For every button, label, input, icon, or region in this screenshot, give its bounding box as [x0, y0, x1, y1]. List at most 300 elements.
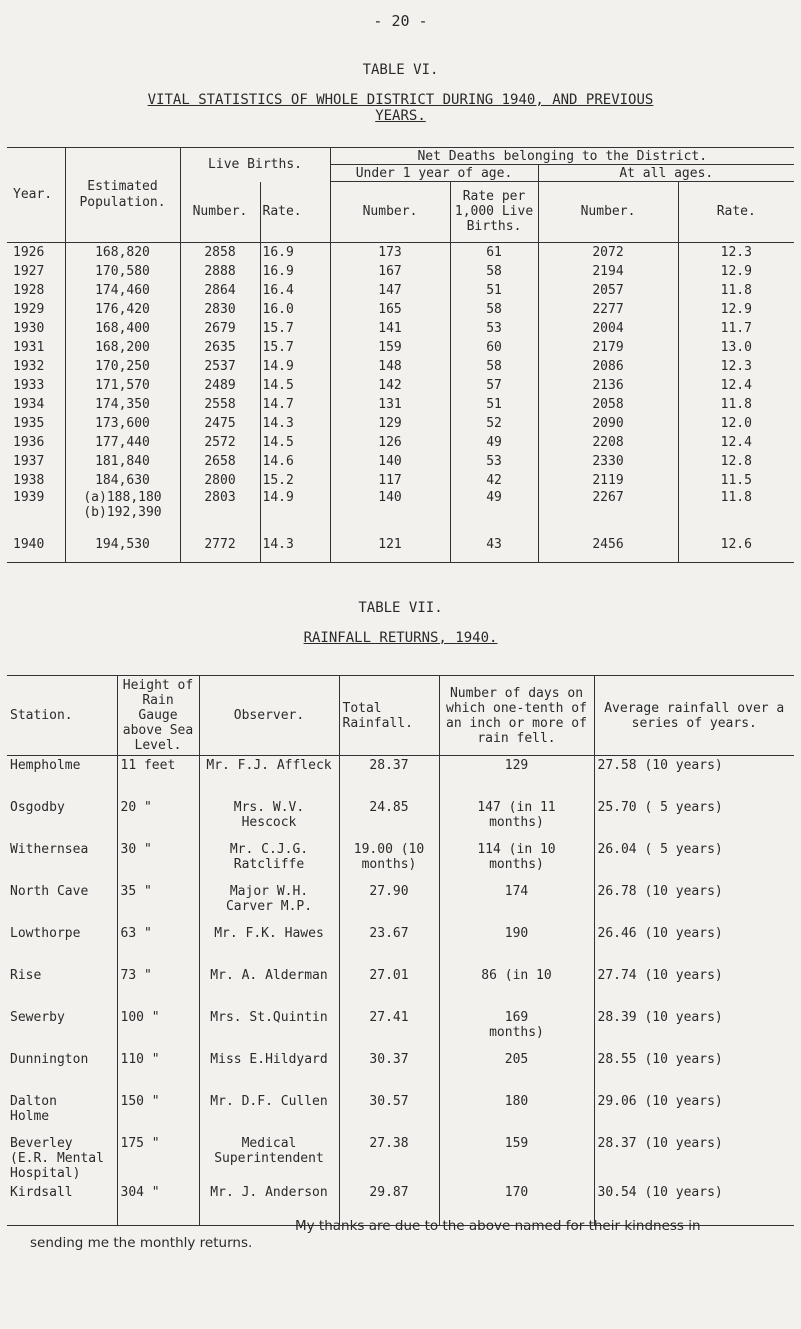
all-number-cell: 2072 — [538, 242, 678, 262]
average-cell-line: 28.55 (10 years) — [597, 1052, 723, 1067]
year-cell: 1932 — [7, 357, 65, 376]
total-cell-line: 27.01 — [369, 968, 409, 983]
table-row — [7, 433, 794, 452]
height-cell-line: 11 feet — [120, 758, 176, 773]
total-cell-line: 19.00 (10 — [353, 842, 425, 857]
observer-cell-line: Superintendent — [214, 1151, 324, 1166]
observer-cell — [199, 798, 339, 840]
station-cell-line: Kirdsall — [10, 1185, 73, 1200]
average-cell-line: 27.58 (10 years) — [597, 758, 723, 773]
all-number-cell: 2277 — [538, 300, 678, 319]
all-number-cell: 2330 — [538, 452, 678, 471]
year-cell: 1927 — [7, 262, 65, 281]
total-cell-line: 27.41 — [369, 1010, 409, 1025]
all-rate-cell: 12.4 — [720, 434, 752, 450]
population-cell: 184,630 — [65, 471, 180, 490]
births-number-cell: 2475 — [180, 414, 260, 433]
col-population: Estimated Population. — [65, 148, 180, 243]
all-rate-cell: 11.8 — [720, 489, 752, 505]
population-cell — [65, 490, 180, 528]
observer-cell-line: Mr. A. Alderman — [210, 968, 328, 983]
population-cell: 171,570 — [65, 376, 180, 395]
under1-rate-cell: 53 — [450, 319, 538, 338]
average-cell-line: 26.78 (10 years) — [597, 884, 723, 899]
total-cell-line: 27.90 — [369, 884, 409, 899]
births-rate-cell: 14.5 — [260, 433, 330, 452]
under1-rate-cell: 49 — [450, 490, 538, 528]
average-cell — [594, 798, 794, 840]
observer-cell-line: Mrs. W.V. — [233, 800, 305, 815]
vital-statistics-table — [7, 147, 794, 563]
height-cell — [117, 756, 199, 799]
height-cell — [117, 882, 199, 924]
col-births-rate: Rate. — [260, 182, 330, 243]
station-cell-line: (E.R. Mental — [10, 1151, 104, 1166]
col-all-rate: Rate. — [678, 182, 794, 243]
table-row — [7, 414, 794, 433]
year-cell: 1931 — [7, 338, 65, 357]
observer-cell-line: Miss E.Hildyard — [210, 1052, 328, 1067]
table-row — [7, 395, 794, 414]
height-cell-line: 110 " — [120, 1052, 160, 1067]
acknowledgement — [30, 1218, 770, 1252]
population-cell: 168,400 — [65, 319, 180, 338]
station-cell — [7, 840, 117, 882]
population-cell: 194,530 — [65, 528, 180, 563]
height-cell-line: 73 " — [120, 968, 152, 983]
average-cell-line: 26.04 ( 5 years) — [597, 842, 723, 857]
average-cell-line: 26.46 (10 years) — [597, 926, 723, 941]
station-cell — [7, 966, 117, 1008]
average-cell — [594, 966, 794, 1008]
rainfall-table — [7, 675, 794, 1226]
births-number-cell: 2858 — [180, 242, 260, 262]
observer-cell-line: Mr. J. Anderson — [210, 1185, 328, 1200]
population-cell: 174,460 — [65, 281, 180, 300]
table6-heading-line1: VITAL STATISTICS OF WHOLE DISTRICT DURING 1940, AND PREVIOUS — [147, 92, 654, 108]
days-cell-line: 190 — [504, 926, 529, 941]
all-rate-cell: 11.5 — [720, 472, 752, 488]
observer-cell-line: Mrs. St.Quintin — [210, 1010, 328, 1025]
population-line: (b)192,390 — [83, 504, 162, 520]
station-cell-line: Hempholme — [10, 758, 81, 773]
observer-cell — [199, 966, 339, 1008]
days-cell — [439, 924, 594, 966]
births-number-cell: 2679 — [180, 319, 260, 338]
days-cell — [439, 1050, 594, 1092]
under1-number-cell: 167 — [330, 262, 450, 281]
total-cell — [339, 1134, 439, 1183]
table7-subtitle: RAINFALL RETURNS, 1940. — [303, 630, 498, 646]
average-cell-line: 28.39 (10 years) — [597, 1010, 723, 1025]
under1-number-cell: 142 — [330, 376, 450, 395]
days-cell — [439, 1134, 594, 1183]
thanks-line1: My thanks are due to the above named for their kindness in — [295, 1218, 701, 1234]
births-number-cell: 2537 — [180, 357, 260, 376]
under1-number-cell: 147 — [330, 281, 450, 300]
total-cell-line: 23.67 — [369, 926, 409, 941]
days-cell — [439, 966, 594, 1008]
col-live-births: Live Births. — [180, 148, 330, 182]
population-cell: 173,600 — [65, 414, 180, 433]
observer-cell-line: Major W.H. — [229, 884, 309, 899]
all-rate-cell: 11.8 — [720, 396, 752, 412]
table-row — [7, 281, 794, 300]
all-rate-cell: 12.3 — [720, 358, 752, 374]
average-cell-line: 30.54 (10 years) — [597, 1185, 723, 1200]
col-under1-rate: Rate per 1,000 Live Births. — [450, 182, 538, 243]
under1-number-cell: 121 — [330, 528, 450, 563]
observer-cell-line: Mr. F.K. Hawes — [214, 926, 324, 941]
days-cell — [439, 756, 594, 799]
table6-title: TABLE VI. — [362, 62, 439, 78]
births-number-cell: 2489 — [180, 376, 260, 395]
col-under1-number: Number. — [330, 182, 450, 243]
station-cell-line: Holme — [10, 1109, 50, 1124]
observer-cell-line: Hescock — [241, 815, 297, 830]
observer-cell-line: Mr. D.F. Cullen — [210, 1094, 328, 1109]
table-row — [7, 338, 794, 357]
table-row — [7, 357, 794, 376]
under1-number-cell: 173 — [330, 242, 450, 262]
all-number-cell: 2086 — [538, 357, 678, 376]
col-station: Station. — [7, 676, 117, 756]
births-number-cell: 2658 — [180, 452, 260, 471]
days-cell — [439, 882, 594, 924]
table-row — [7, 1050, 794, 1092]
under1-number-cell: 140 — [330, 452, 450, 471]
births-number-cell: 2864 — [180, 281, 260, 300]
under1-rate-cell: 51 — [450, 281, 538, 300]
year-cell: 1936 — [7, 433, 65, 452]
col-all-ages: At all ages. — [538, 165, 794, 182]
population-cell: 168,820 — [65, 242, 180, 262]
observer-cell-line: Mr. C.J.G. — [229, 842, 309, 857]
total-cell — [339, 882, 439, 924]
average-cell-line: 29.06 (10 years) — [597, 1094, 723, 1109]
height-cell — [117, 798, 199, 840]
station-cell — [7, 1008, 117, 1050]
col-net-deaths: Net Deaths belonging to the District. — [330, 148, 794, 165]
all-number-cell: 2179 — [538, 338, 678, 357]
height-cell — [117, 840, 199, 882]
height-cell-line: 100 " — [120, 1010, 160, 1025]
all-rate-cell: 12.9 — [720, 301, 752, 317]
year-cell: 1940 — [7, 528, 65, 563]
table-row — [7, 471, 794, 490]
births-rate-cell: 14.6 — [260, 452, 330, 471]
station-cell-line: Sewerby — [10, 1010, 65, 1025]
observer-cell — [199, 1134, 339, 1183]
table-row — [7, 882, 794, 924]
observer-cell — [199, 1008, 339, 1050]
all-number-cell: 2119 — [538, 471, 678, 490]
all-rate-cell: 11.7 — [720, 320, 752, 336]
observer-cell-line: Ratcliffe — [233, 857, 305, 872]
days-cell-line: 86 (in 10 — [481, 968, 552, 983]
births-rate-cell: 14.3 — [260, 414, 330, 433]
births-number-cell: 2558 — [180, 395, 260, 414]
col-births-number: Number. — [180, 182, 260, 243]
under1-rate-cell: 60 — [450, 338, 538, 357]
station-cell — [7, 1092, 117, 1134]
births-number-cell: 2803 — [180, 490, 260, 528]
thanks-line2: sending me the monthly returns. — [30, 1235, 253, 1251]
days-cell-line: months) — [489, 1025, 544, 1040]
observer-cell — [199, 756, 339, 799]
days-cell — [439, 798, 594, 840]
observer-cell — [199, 1050, 339, 1092]
births-rate-cell: 16.0 — [260, 300, 330, 319]
births-number-cell: 2635 — [180, 338, 260, 357]
days-cell-line: 114 (in 10 — [477, 842, 556, 857]
under1-rate-cell: 52 — [450, 414, 538, 433]
total-cell-line: 29.87 — [369, 1185, 409, 1200]
station-cell-line: Hospital) — [10, 1166, 81, 1181]
total-cell — [339, 1092, 439, 1134]
height-cell-line: 304 " — [120, 1185, 160, 1200]
average-cell-line: 25.70 ( 5 years) — [597, 800, 723, 815]
total-cell — [339, 756, 439, 799]
year-cell: 1934 — [7, 395, 65, 414]
station-cell-line: Withernsea — [10, 842, 89, 857]
births-rate-cell: 16.9 — [260, 242, 330, 262]
all-number-cell: 2058 — [538, 395, 678, 414]
all-rate-cell: 11.8 — [720, 282, 752, 298]
average-cell — [594, 1008, 794, 1050]
under1-number-cell: 129 — [330, 414, 450, 433]
station-cell-line: Dunnington — [10, 1052, 89, 1067]
under1-number-cell: 148 — [330, 357, 450, 376]
observer-cell-line: Medical — [241, 1136, 297, 1151]
average-cell — [594, 1092, 794, 1134]
under1-rate-cell: 57 — [450, 376, 538, 395]
days-cell-line: 129 — [504, 758, 529, 773]
total-cell — [339, 924, 439, 966]
births-number-cell: 2772 — [180, 528, 260, 563]
population-cell: 174,350 — [65, 395, 180, 414]
total-cell-line: 24.85 — [369, 800, 409, 815]
days-cell — [439, 1008, 594, 1050]
population-cell: 181,840 — [65, 452, 180, 471]
births-rate-cell: 16.4 — [260, 281, 330, 300]
table-row — [7, 1134, 794, 1183]
under1-rate-cell: 42 — [450, 471, 538, 490]
year-cell: 1929 — [7, 300, 65, 319]
all-rate-cell: 12.4 — [720, 377, 752, 393]
observer-cell — [199, 840, 339, 882]
year-cell: 1937 — [7, 452, 65, 471]
table-row — [7, 528, 794, 563]
table-row — [7, 1008, 794, 1050]
all-number-cell: 2267 — [538, 490, 678, 528]
births-rate-cell: 15.7 — [260, 319, 330, 338]
days-cell-line: months) — [489, 815, 544, 830]
days-cell — [439, 1092, 594, 1134]
table-row — [7, 966, 794, 1008]
table-row — [7, 798, 794, 840]
observer-cell — [199, 882, 339, 924]
table-row — [7, 1092, 794, 1134]
col-days: Number of days on which one-tenth of an inch or more of rain fell. — [439, 676, 594, 756]
average-cell-line: 28.37 (10 years) — [597, 1136, 723, 1151]
height-cell-line: 35 " — [120, 884, 152, 899]
all-rate-cell: 12.0 — [720, 415, 752, 431]
all-number-cell: 2456 — [538, 528, 678, 563]
total-cell-line: 28.37 — [369, 758, 409, 773]
births-rate-cell: 14.5 — [260, 376, 330, 395]
year-cell: 1938 — [7, 471, 65, 490]
total-cell — [339, 1008, 439, 1050]
year-cell: 1939 — [7, 490, 65, 528]
population-line: (a)188,180 — [83, 489, 162, 505]
table6-heading-line2: YEARS. — [375, 108, 426, 124]
births-rate-cell: 14.9 — [260, 357, 330, 376]
days-cell-line: 205 — [504, 1052, 529, 1067]
total-cell-line: 27.38 — [369, 1136, 409, 1151]
population-cell: 170,250 — [65, 357, 180, 376]
average-cell-line: 27.74 (10 years) — [597, 968, 723, 983]
average-cell — [594, 840, 794, 882]
station-cell — [7, 798, 117, 840]
under1-rate-cell: 58 — [450, 262, 538, 281]
col-under-one: Under 1 year of age. — [330, 165, 538, 182]
height-cell — [117, 1134, 199, 1183]
under1-number-cell: 140 — [330, 490, 450, 528]
table-row — [7, 490, 794, 528]
height-cell-line: 30 " — [120, 842, 152, 857]
station-cell-line: Beverley — [10, 1136, 73, 1151]
height-cell — [117, 924, 199, 966]
births-number-cell: 2830 — [180, 300, 260, 319]
under1-rate-cell: 51 — [450, 395, 538, 414]
under1-rate-cell: 61 — [450, 242, 538, 262]
average-cell — [594, 882, 794, 924]
height-cell-line: 63 " — [120, 926, 152, 941]
observer-cell — [199, 924, 339, 966]
col-total: Total Rainfall. — [339, 676, 439, 756]
station-cell-line: Rise — [10, 968, 42, 983]
population-cell: 168,200 — [65, 338, 180, 357]
births-number-cell: 2800 — [180, 471, 260, 490]
year-cell: 1930 — [7, 319, 65, 338]
total-cell-line: months) — [361, 857, 417, 872]
births-rate-cell: 16.9 — [260, 262, 330, 281]
station-cell-line: North Cave — [10, 884, 89, 899]
observer-cell-line: Carver M.P. — [225, 899, 313, 914]
all-number-cell: 2057 — [538, 281, 678, 300]
total-cell-line: 30.37 — [369, 1052, 409, 1067]
under1-rate-cell: 58 — [450, 300, 538, 319]
under1-rate-cell: 58 — [450, 357, 538, 376]
under1-rate-cell: 49 — [450, 433, 538, 452]
table-row — [7, 300, 794, 319]
table-row — [7, 756, 794, 799]
average-cell — [594, 924, 794, 966]
births-rate-cell: 14.7 — [260, 395, 330, 414]
station-cell — [7, 882, 117, 924]
births-rate-cell: 15.7 — [260, 338, 330, 357]
station-cell — [7, 1134, 117, 1183]
year-cell: 1935 — [7, 414, 65, 433]
total-cell — [339, 798, 439, 840]
days-cell-line: 170 — [504, 1185, 529, 1200]
height-cell — [117, 1008, 199, 1050]
under1-rate-cell: 53 — [450, 452, 538, 471]
height-cell — [117, 966, 199, 1008]
births-rate-cell: 14.9 — [260, 490, 330, 528]
days-cell-line: 174 — [504, 884, 529, 899]
table-row — [7, 319, 794, 338]
table-row — [7, 924, 794, 966]
under1-rate-cell: 43 — [450, 528, 538, 563]
observer-cell — [199, 1092, 339, 1134]
all-rate-cell: 13.0 — [720, 339, 752, 355]
table-row — [7, 452, 794, 471]
days-cell-line: 159 — [504, 1136, 529, 1151]
all-number-cell: 2208 — [538, 433, 678, 452]
station-cell — [7, 1050, 117, 1092]
total-cell — [339, 840, 439, 882]
table-row — [7, 242, 794, 262]
population-cell: 176,420 — [65, 300, 180, 319]
all-rate-cell: 12.3 — [720, 244, 752, 260]
under1-number-cell: 126 — [330, 433, 450, 452]
days-cell-line: 147 (in 11 — [477, 800, 556, 815]
days-cell-line: 180 — [504, 1094, 529, 1109]
total-cell-line: 30.57 — [369, 1094, 409, 1109]
table6-heading — [0, 92, 801, 124]
station-cell-line: Lowthorpe — [10, 926, 81, 941]
all-rate-cell: 12.8 — [720, 453, 752, 469]
all-rate-cell: 12.9 — [720, 263, 752, 279]
population-cell: 177,440 — [65, 433, 180, 452]
total-cell — [339, 1050, 439, 1092]
under1-number-cell: 141 — [330, 319, 450, 338]
col-year: Year. — [7, 148, 65, 243]
year-cell: 1933 — [7, 376, 65, 395]
days-cell — [439, 840, 594, 882]
births-number-cell: 2888 — [180, 262, 260, 281]
col-all-number: Number. — [538, 182, 678, 243]
under1-number-cell: 131 — [330, 395, 450, 414]
all-number-cell: 2090 — [538, 414, 678, 433]
year-cell: 1926 — [7, 242, 65, 262]
height-cell — [117, 1092, 199, 1134]
height-cell-line: 150 " — [120, 1094, 160, 1109]
height-cell-line: 20 " — [120, 800, 152, 815]
days-cell-line: months) — [489, 857, 544, 872]
height-cell-line: 175 " — [120, 1136, 160, 1151]
observer-cell-line: Mr. F.J. Affleck — [206, 758, 332, 773]
births-rate-cell: 15.2 — [260, 471, 330, 490]
height-cell — [117, 1050, 199, 1092]
days-cell-line: 169 — [504, 1010, 529, 1025]
population-cell: 170,580 — [65, 262, 180, 281]
page-number: - 20 - — [373, 12, 428, 30]
table-row — [7, 262, 794, 281]
all-number-cell: 2136 — [538, 376, 678, 395]
table7-title: TABLE VII. — [358, 600, 443, 616]
under1-number-cell: 159 — [330, 338, 450, 357]
under1-number-cell: 117 — [330, 471, 450, 490]
station-cell — [7, 756, 117, 799]
col-observer: Observer. — [199, 676, 339, 756]
col-average: Average rainfall over a series of years. — [594, 676, 794, 756]
station-cell — [7, 924, 117, 966]
births-rate-cell: 14.3 — [260, 528, 330, 563]
births-number-cell: 2572 — [180, 433, 260, 452]
